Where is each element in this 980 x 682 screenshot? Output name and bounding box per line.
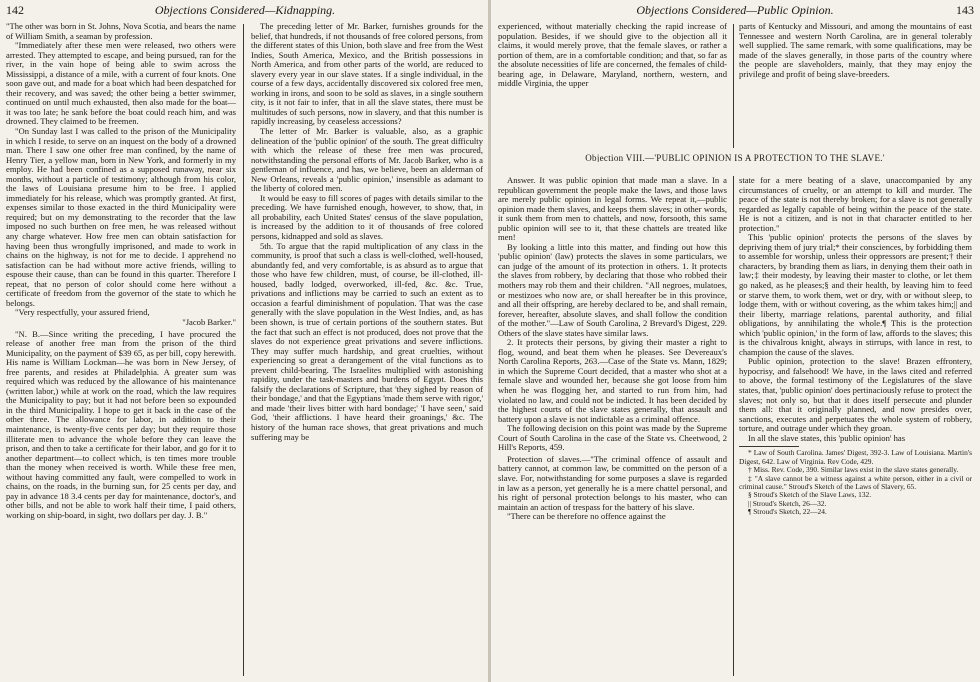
footnote: ¶ Stroud's Sketch, 22—24.	[748, 507, 827, 517]
paragraph: parts of Kentucky and Missouri, and among the mountains of east Tennessee and western North Carolina, are in general tolerably well supplied. The same remark, with some qualifications, may be made of the slaves generally, in those parts of the country where the people are slaveholders, mainly, that they may enjoy the privilege and profit of being slave-breeders.	[739, 22, 972, 79]
section-heading: Objection VIII.—'PUBLIC OPINION IS A PROTECTION TO THE SLAVE.'	[585, 153, 885, 162]
paragraph: In all the slave states, this 'public opinion' has	[748, 432, 906, 443]
running-title: Objections Considered—Public Opinion.	[636, 3, 834, 17]
footnote: || Stroud's Sketch, 26—32.	[748, 498, 827, 508]
right-top-column-1	[498, 22, 727, 132]
left-column-2	[251, 22, 483, 680]
paragraph: "Very respectfully, your assured friend,	[15, 307, 150, 318]
page-number: 142	[6, 3, 24, 17]
paragraph: Answer. It was public opinion that made man a slave. In a republican government the people make the laws, and those laws are merely public opinion in legal forms. We repeat it,—public opinion made them slaves, and keeps them slaves; in other words, it sunk them from men to chattels, and now, forsooth, this same public opinion will see to it, that these chattels are treated like men!	[498, 176, 727, 243]
paragraph: 5th. To argue that the rapid multiplication of any class in the community, is proof that such a class is well-clothed, well-housed, abundantly fed, and very comfortable, is as absurd as to argue that those who have few children, must, of course, be ill-clothed, ill-housed, badly lodged, overworked, ill-fed, &c. &c. True, privations and inflictions may be carried to such an extent as to occasion a fearful diminishment of population. That was the case generally with the slave population in the West Indies, and, as has been shown, is true of certain portions of the southern states. But the fact that such an effect is not produced, does not prove that the slaves do not experience great privations and severe inflictions. They may suffer much hardship, and great cruelties, without experiencing so great a derangement of the vital functions as to prevent child-bearing. The Israelites multiplied with astonishing rapidity, under the task-masters and burdens of Egypt. Does this falsify the declarations of Scripture, that 'they sighed by reason of their bondage,' and that the Egyptians 'made them serve with rigor,' and made 'their lives bitter with hard bondage;' 'I have seen,' said God, 'their afflictions. I have heard their groanings,' &c. The history of the human race shows, that great privations and much suffering may be	[251, 240, 483, 442]
section-heading-wrap	[498, 148, 972, 162]
paragraph: 2. It protects their persons, by giving their master a right to flog, wound, and beat them when he pleases. See Devereaux's North Carolina Reports, 263.—Case of the State vs. Mann, 1829; in which the Supreme Court decided, that a master who shot at a female slave and wounded her, because she got loose from him when he was flogging her, and started to run from him, had violated no law, and could not be indicted. It has been decided by the highest courts of the slave states generally, that assault and battery upon a slave is not indictable as a criminal offence.	[498, 337, 727, 424]
right-column-1	[498, 176, 727, 680]
signature: "Jacob Barker."	[182, 316, 236, 327]
paragraph: The letter of Mr. Barker is valuable, also, as a graphic delineation of the 'public opinion' of the south. The great difficulty with which the release of these free men was procured, notwithstanding the personal efforts of Mr. Jacob Barker, who is a gentleman of influence, and has, we believe, been an alderman of New Orleans, reveals a 'public opinion,' insensible as adamant to the liberty of colored men.	[251, 126, 483, 194]
left-page-header	[6, 3, 484, 17]
footnote: † Miss. Rev. Code, 390. Similar laws exist in the slave states generally.	[748, 465, 959, 475]
paragraph: It would be easy to fill scores of pages with details similar to the preceding. We have furnished enough, however, to show, that, in all probability, each United States' census of the slave population, is increased by the addition to it of thousands of free colored persons, kidnapped and sold as slaves.	[251, 192, 483, 242]
column-rule	[733, 176, 734, 676]
footnote: § Stroud's Sketch of the Slave Laws, 132.	[748, 490, 872, 500]
paragraph: "The other was born in St. Johns, Nova Scotia, and bears the name of William Smith, a seaman by profession.	[6, 22, 236, 41]
footnote: ‡ "A slave cannot be a witness against a white person, either in a civil or criminal cause." Stroud's Sketch of the Laws of Slavery, 65.	[739, 473, 972, 491]
right-column-2	[739, 176, 972, 680]
paragraph: state for a mere beating of a slave, unaccompanied by any circumstances of cruelty, or an attempt to kill and murder. The peace of the state is not thereby broken; for a slave is not generally regarded as legally capable of being within the peace of the state. He is not a citizen, and is not in that character entitled to her protection."	[739, 176, 972, 233]
paragraph: "N. B.—Since writing the preceding, I have procured the release of another free man from the prison of the third Municipality, on the payment of $39 65, as per bill, copy herewith. His name is William Lockman—he was born in New Jersey, of free parents, and resides at Philadelphia. A greater sum was required which was reduced by the allowance of his maintenance (written labor,) while at work on the road, which the law requires the Municipality to pay; but it had not before been so expounded in the third Municipality. I hope to get it back in the case of the other three. The allowance for labor, in addition to their maintenance, is twenty-five cents per day; but they require those illiterate men to advance the whole before they can leave the prison, and then to take a certificate for their labor, and go for it to another department—to collect which, is ten times more trouble than the money when received is worth. While these free men, without having committed any fault, were compelled to work in chains, on the roads, in the burning sun, for 25 cents per day, and pay in advance 18 3.4 cents per day for maintenance, doctor's, and other bills, and not be able to work half their time, I paid others, working on ship-board, in sight, two dollars per day. J. B."	[6, 328, 236, 520]
right-page	[490, 0, 980, 682]
running-title: Objections Considered—Kidnapping.	[154, 3, 336, 17]
paragraph: experienced, without materially checking the rapid increase of population. Besides, if we should give to the objection all it claims, it would merely prove, that the female slaves, or rather a portion of them, are in a comfortable condition; and that, so far as the absolute necessities of life are concerned, the females of child-bearing age, in Delaware, Maryland, northern, western, and middle Virginia, the upper	[498, 22, 727, 89]
right-top-column-2	[739, 22, 972, 132]
paragraph: Public opinion, protection to the slave! Brazen effrontery, hypocrisy, and falsehood! We have, in the laws cited and referred to above, the formal testimony of the Legislatures of the slave states, that, 'public opinion' does pertinaciously refuse to protect the slaves; not only so, but that it does itself persecute and plunder them all: that it originally planned, and now presides over, sanctions, executes and perpetuates the whole system of robbery, torture, and outrage under which they groan.	[739, 356, 972, 434]
page-number: 143	[956, 3, 974, 17]
footnote: * Law of South Carolina. James' Digest, 392-3. Law of Louisiana. Martin's Digest, 642. Law of Virginia. Rev Code, 429.	[739, 448, 972, 466]
column-rule	[243, 24, 244, 676]
column-rule	[733, 24, 734, 148]
paragraph: "There can be therefore no offence against the	[507, 511, 666, 522]
paragraph: Protection of slaves.—"The criminal offence of assault and battery cannot, at common law, be committed on the person of a slave. For, notwithstanding for some purposes a slave is regarded in law as a person, yet generally he is a mere chattel personal, and his right of personal protection belongs to his master, who can maintain an action of trespass for the battery of his slave.	[498, 453, 727, 512]
paragraph: By looking a little into this matter, and finding out how this 'public opinion' (law) protects the slaves in some particulars, we can judge of the amount of its protection in others. 1. It protects the slaves from robbery, by declaring that those who robbed their mothers may rob them and their children. "All negroes, mulatoes, or mestizoes who now are, or shall hereafter be in this province, and all their offspring, are hereby declared to be, and shall remain, forever, hereafter, absolute slaves, and shall follow the condition of the mother."—Law of South Carolina, 2 Brevard's Digest, 229. Others of the slave states have similar laws.	[498, 241, 727, 338]
paragraph: "Immediately after these men were released, two others were arrested. They attempted to escape, and being pursued, ran for the river, in the vain hope of being able to swim across the Mississippi, a distance of a mile, with a current of four knots. One soon gave out, and made for a boat which had been despatched for their recovery, and was saved; the other being a better swimmer, continued on until much exhausted, then also made for the boat—it was too late; he sank before the boat could reach him, and was drowned. They claimed to be freemen.	[6, 40, 236, 127]
paragraph: The preceding letter of Mr. Barker, furnishes grounds for the belief, that hundreds, if not thousands of free colored persons, from the different states of this Union, both slave and free from the West Indies, South America, Mexico, and the British possessions in North America, and from other parts of the world, are reduced to slavery every year in our slave states. If a single individual, in the course of a few days, accidentally discovered six colored free men, working in irons, and soon to be sold as slaves, in a single southern city, is it not fair to infer, that in all the slave states, there must be multitudes of such persons, now in slavery, and that this number is rapidly increasing, by ceaseless accessions?	[251, 22, 483, 127]
paragraph: This 'public opinion' protects the persons of the slaves by depriving them of jury trial;* their consciences, by forbidding them to assemble for worship, unless their oppressors are present;† their characters, by branding them as liars, in denying them their oath in law;‡ their modesty, by leaving their master to clothe, or let them go naked, as he pleases;§ and their health, by leaving him to feed or starve them, to work them, wet or dry, with or without sleep, to lodge them, with or without covering, as the whim takes him;|| and their liberty, marriage relations, parental authority, and filial obligations, by annihilating the whole.¶ This is the protection which 'public opinion,' in the form of law, affords to the slaves; this is the chivalrous knight, always in stirrups, with lance in rest, to champion the cause of the slaves.	[739, 232, 972, 357]
left-column-1	[6, 22, 236, 680]
right-page-header	[496, 3, 974, 17]
footnote-rule	[739, 446, 799, 447]
paragraph: "On Sunday last I was called to the prison of the Municipality in which I reside, to serve on an inquest on the body of a drowned man. There I saw one other free man confined, by the name of Henry Tier, a yellow man, born in New York, and formerly in my employ. He had been confined as a supposed runaway, near six months, without a particle of testimony; although from his color, the laws of Louisiana presume him to be free. I applied immediately for his release, which was promptly granted. At first, expenses similar to those exacted in the third Municipality were required; but on my demonstrating to the recorder that the law imposed no such burthen on free men, he was released without any charge whatever. How free men can obtain satisfaction for having been thus wrongfully imprisoned, and made to work in chains on the highway, is not for me to decide. I apprehend no satisfaction can be had without more active friends, willing to espouse their cause, than can be found in this quarter. Therefore I repeat, that no person of color should come here without a certificate of freedom from the governor of the state to which he belongs.	[6, 126, 236, 308]
paragraph: The following decision on this point was made by the Supreme Court of South Carolina in the case of the State vs. Cheetwood, 2 Hill's Reports, 459.	[498, 423, 727, 453]
